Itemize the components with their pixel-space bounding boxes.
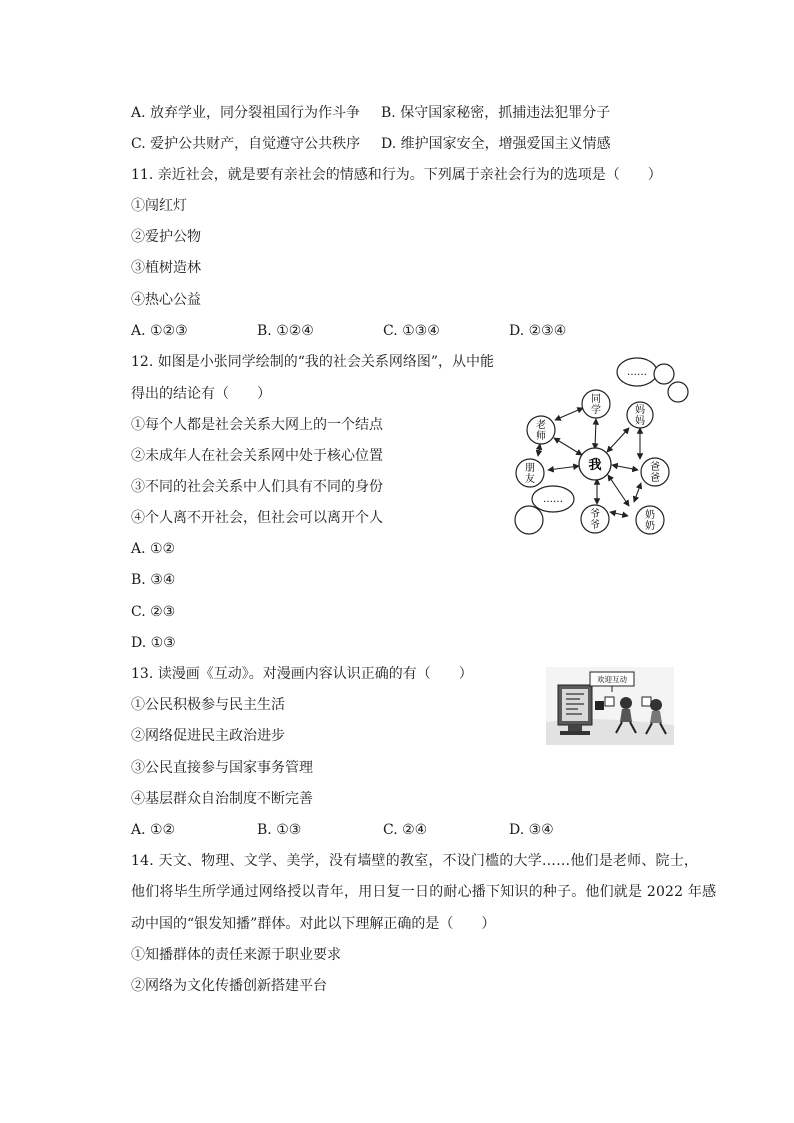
empty-node-bottom [515,506,543,534]
q11-item-1: ①闯红灯 [131,198,187,214]
q11-item-3: ③植树造林 [131,260,201,276]
q13-item-1: ①公民积极参与民主生活 [131,697,285,713]
empty-node-top [654,364,674,384]
node-classmate-char-2: 学 [591,405,601,416]
q14-stem-line-2: 他们将毕生所学通过网络授以青年，用日复一日的耐心播下知识的种子。他们就是 2022 年感 [131,884,717,900]
q10-option-c: C. 爱护公共财产，自觉遵守公共秩序 [131,136,361,152]
q13-option-d: D. ③④ [509,822,554,838]
node-grandpa-char-1: 爷 [590,509,600,520]
q11-stem: 11. 亲近社会，就是要有亲社会的情感和行为。下列属于亲社会行为的选项是（ ） [131,167,662,183]
q14-item-2: ②网络为文化传播创新搭建平台 [131,978,327,994]
q11-option-a: A. ①②③ [131,323,188,339]
q12-option-d: D. ①③ [131,635,176,651]
empty-node-top-2 [668,382,688,402]
node-dad-char-1: 爸 [650,462,660,473]
node-grandma-char-1: 奶 [645,510,655,521]
q10-option-d: D. 维护国家安全，增强爱国主义情感 [381,136,611,152]
q14-stem-line-1: 14. 天文、物理、文学、美学，没有墙壁的教室，不设门槛的大学……他们是老师、院士， [131,853,699,869]
q12-option-a: A. ①② [131,541,176,557]
ellipsis-text-left: …… [543,494,563,505]
node-grandpa-char-2: 爷 [590,520,600,531]
cartoon-sign-text: 欢迎互动 [597,675,627,684]
node-teacher-char-1: 老 [536,420,546,431]
q14-item-1: ①知播群体的责任来源于职业要求 [131,947,341,963]
ellipsis-text-top: …… [627,367,647,378]
cartoon-person-2 [650,699,662,711]
q11-option-b: B. ①②④ [257,323,314,339]
node-friend-char-2: 友 [525,474,535,485]
q13-item-3: ③公民直接参与国家事务管理 [131,760,313,776]
q12-option-c: C. ②③ [131,604,176,620]
q10-option-a: A. 放弃学业，同分裂祖国行为作斗争 [131,105,361,121]
q12-item-4: ④个人离不开社会，但社会可以离开个人 [131,510,383,526]
q11-option-d: D. ②③④ [509,323,567,339]
q12-item-3: ③不同的社会关系中人们具有不同的身份 [131,479,383,495]
q12-stem-line-2: 得出的结论有（ ） [131,386,271,402]
node-mom-char-1: 妈 [635,405,645,416]
node-dad-char-2: 爸 [650,473,660,484]
node-teacher-char-2: 师 [536,431,546,442]
node-friend-char-1: 朋 [525,463,535,474]
q11-item-4: ④热心公益 [131,292,201,308]
q10-option-b: B. 保守国家秘密，抓捕违法犯罪分子 [381,105,611,121]
q11-item-2: ②爱护公物 [131,229,201,245]
q12-item-1: ①每个人都是社会关系大网上的一个结点 [131,417,383,433]
q11-option-c: C. ①③④ [383,323,440,339]
q13-option-b: B. ①③ [257,822,302,838]
node-classmate-char-1: 同 [591,394,601,405]
q13-item-4: ④基层群众自治制度不断完善 [131,791,313,807]
node-grandma-char-2: 奶 [645,521,655,532]
q13-item-2: ②网络促进民主政治进步 [131,728,285,744]
cartoon-person-1 [620,697,632,709]
node-mom-char-2: 妈 [635,416,645,427]
q13-option-a: A. ①② [131,822,176,838]
q13-stem: 13. 读漫画《互动》。对漫画内容认识正确的有（ ） [131,666,473,682]
q13-option-c: C. ②④ [383,822,428,838]
node-me-label: 我 [588,458,602,473]
q14-stem-line-3: 动中国的“银发知播”群体。对此以下理解正确的是（ ） [131,916,496,932]
q12-stem-line-1: 12. 如图是小张同学绘制的“我的社会关系网络图”，从中能 [131,354,495,370]
interaction-cartoon [546,667,674,745]
social-relationship-diagram [505,352,700,542]
q12-option-b: B. ③④ [131,572,176,588]
q12-item-2: ②未成年人在社会关系网中处于核心位置 [131,448,383,464]
